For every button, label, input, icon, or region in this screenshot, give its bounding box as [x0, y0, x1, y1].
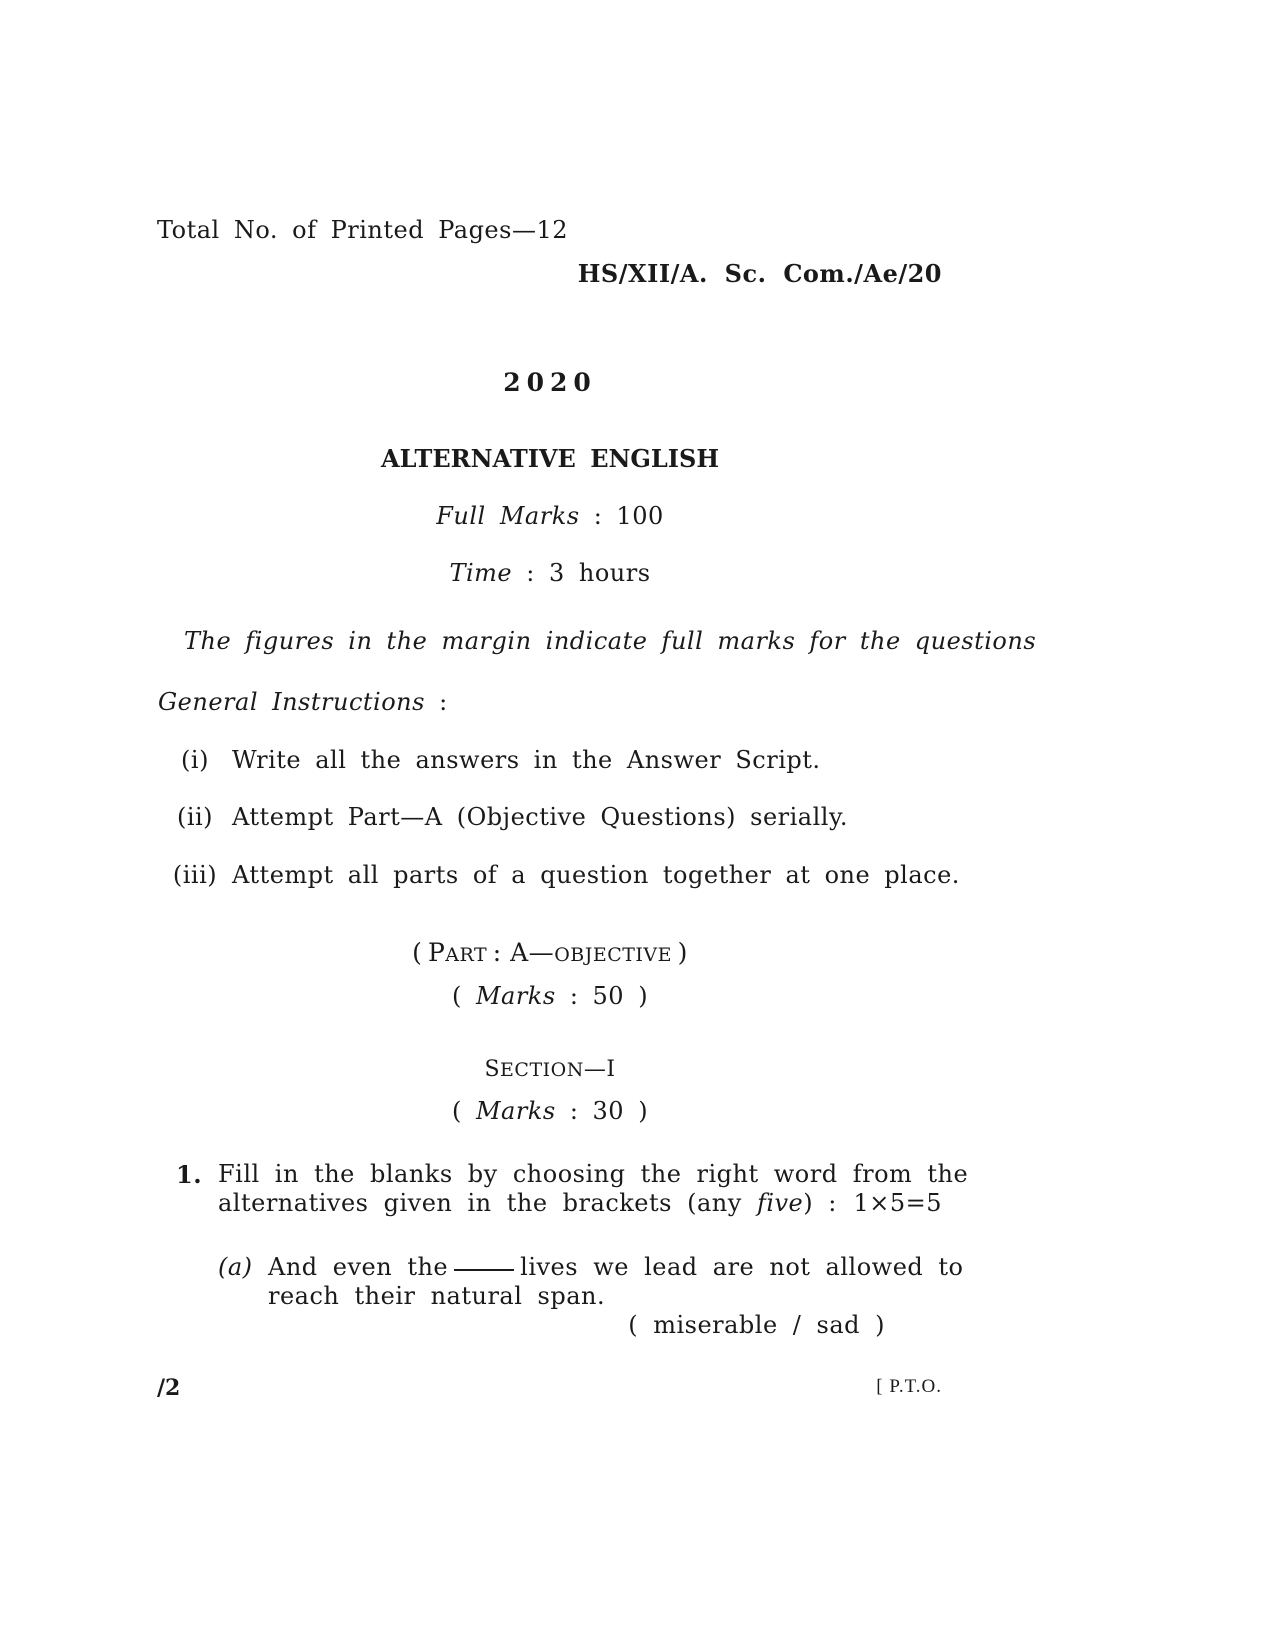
part-close-paren: )	[677, 938, 688, 967]
question-line-end: ) :	[803, 1189, 837, 1217]
printed-pages-count: Total No. of Printed Pages—12	[157, 216, 568, 244]
part-marks-label: Marks	[475, 982, 556, 1010]
section-marks-label: Marks	[475, 1097, 556, 1125]
question-emphasis: five	[756, 1189, 804, 1217]
question-marks: 1×5=5	[853, 1189, 942, 1217]
instruction-text: Attempt Part—A (Objective Questions) serially.	[232, 803, 848, 831]
part-objective: OBJECTIVE	[554, 944, 673, 966]
full-marks	[0, 502, 1100, 530]
part-separator: : A—	[492, 938, 555, 967]
paper-code: HS/XII/A. Sc. Com./Ae/20	[577, 259, 942, 288]
part-heading	[0, 938, 1100, 967]
subquestion-line	[268, 1253, 964, 1282]
time-value: : 3 hours	[526, 559, 651, 587]
part-word-initial: P	[427, 938, 446, 967]
section-suffix: —I	[583, 1057, 616, 1082]
subquestion-label: (a)	[218, 1253, 253, 1281]
instruction-item	[158, 746, 821, 774]
page-number: /2	[157, 1375, 181, 1401]
part-marks-open: (	[451, 982, 462, 1010]
instruction-number: (iii)	[172, 861, 218, 889]
instructions-heading-colon: :	[439, 688, 448, 716]
full-marks-value: : 100	[593, 502, 664, 530]
section-marks-value: : 30 )	[569, 1097, 649, 1125]
section-heading	[0, 1057, 1100, 1082]
question-line-text: alternatives given in the brackets (any	[218, 1189, 742, 1217]
time-label: Time	[449, 559, 513, 587]
exam-year: 2020	[503, 368, 597, 397]
section-marks	[0, 1097, 1100, 1125]
question-line	[218, 1189, 837, 1218]
full-marks-label: Full Marks	[436, 502, 580, 530]
subject-title: ALTERNATIVE ENGLISH	[380, 444, 720, 473]
part-word-rest: ART	[445, 944, 488, 966]
instructions-heading-text: General Instructions	[158, 688, 425, 716]
answer-options: ( miserable / sad )	[628, 1311, 885, 1339]
part-open-paren: (	[412, 938, 423, 967]
section-word-initial: S	[484, 1057, 501, 1082]
instruction-item	[158, 803, 848, 831]
instruction-item	[158, 861, 960, 889]
fill-in-blank[interactable]	[454, 1269, 514, 1271]
pto-marker: [ P.T.O.	[876, 1376, 942, 1397]
question-number: 1.	[176, 1160, 203, 1189]
section-marks-open: (	[451, 1097, 462, 1125]
part-marks-value: : 50 )	[569, 982, 649, 1010]
instruction-number: (i)	[181, 746, 209, 774]
instruction-number: (ii)	[176, 803, 214, 831]
subquestion-text: And even the	[268, 1253, 449, 1281]
part-marks	[0, 982, 1100, 1010]
instruction-text: Write all the answers in the Answer Script.	[232, 746, 821, 774]
section-word-rest: ECTION	[500, 1059, 584, 1081]
instructions-heading	[158, 688, 448, 716]
time-allowed	[0, 559, 1100, 587]
question-line: Fill in the blanks by choosing the right word from the	[218, 1160, 969, 1188]
subquestion-text: lives we lead are not allowed to	[520, 1253, 964, 1281]
margin-note: The figures in the margin indicate full marks for the questions	[184, 627, 1037, 655]
subquestion-line: reach their natural span.	[268, 1282, 606, 1310]
instruction-text: Attempt all parts of a question together at one place.	[232, 861, 960, 889]
